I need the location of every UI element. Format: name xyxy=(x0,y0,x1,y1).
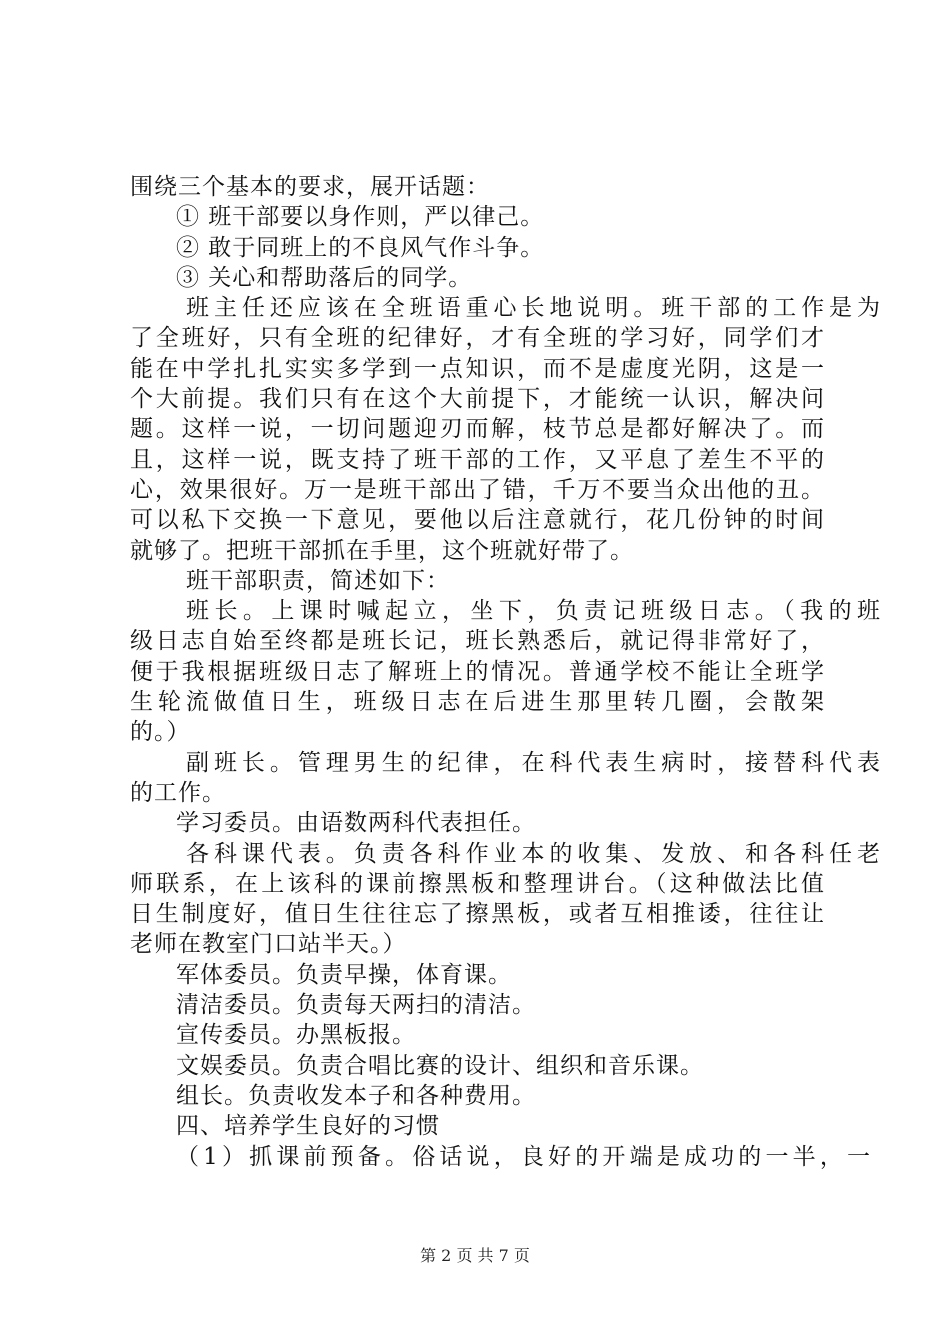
text-line: ① 班干部要以身作则，严以律己。 xyxy=(176,204,545,231)
text-line: ③ 关心和帮助落后的同学。 xyxy=(176,264,473,291)
text-line: 题。这样一说，一切问题迎刃而解，枝节总是都好解决了。而 xyxy=(130,416,825,443)
text-line: 就够了。把班干部抓在手里，这个班就好带了。 xyxy=(130,537,634,564)
text-line: 个大前提。我们只有在这个大前提下，才能统一认识，解决问 xyxy=(130,386,825,413)
text-line: 且，这样一说，既支持了班干部的工作，又平息了差生不平的 xyxy=(130,446,825,473)
text-line: 宣传委员。办黑板报。 xyxy=(176,1022,416,1049)
text-line: 日生制度好，值日生往往忘了擦黑板，或者互相推诿，往往让 xyxy=(130,901,825,928)
document-body xyxy=(130,172,881,1172)
text-line: 各科课代表。负责各科作业本的收集、发放、和各科任老 xyxy=(186,840,881,867)
text-line: 师联系，在上该科的课前擦黑板和整理讲台。（这种做法比值 xyxy=(130,870,825,897)
text-line: 班主任还应该在全班语重心长地说明。班干部的工作是为 xyxy=(186,295,881,322)
text-line: 可以私下交换一下意见，要他以后注意就行，花几份钟的时间 xyxy=(130,507,825,534)
text-line: （1）抓课前预备。俗话说，良好的开端是成功的一半，一 xyxy=(176,1143,871,1170)
text-line: 生轮流做值日生，班级日志在后进生那里转几圈，会散架 xyxy=(130,689,825,716)
text-line: 四、培养学生良好的习惯 xyxy=(176,1113,440,1140)
text-line: 老师在教室门口站半天。） xyxy=(130,931,407,958)
text-line: 能在中学扎扎实实多学到一点知识，而不是虚度光阴，这是一 xyxy=(130,355,825,382)
text-line: 军体委员。负责早操，体育课。 xyxy=(176,961,512,988)
text-line: 学习委员。由语数两科代表担任。 xyxy=(176,810,536,837)
text-line: 的工作。 xyxy=(130,779,226,806)
text-line: 了全班好，只有全班的纪律好，才有全班的学习好，同学们才 xyxy=(130,325,825,352)
text-line: 文娱委员。负责合唱比赛的设计、组织和音乐课。 xyxy=(176,1052,704,1079)
text-line: 围绕三个基本的要求，展开话题： xyxy=(130,174,490,200)
text-line: 清洁委员。负责每天两扫的清洁。 xyxy=(176,992,536,1019)
text-line: 便于我根据班级日志了解班上的情况。普通学校不能让全班学 xyxy=(130,658,825,685)
text-line: 组长。负责收发本子和各种费用。 xyxy=(176,1082,536,1109)
page-footer: 第 2 页 共 7 页 xyxy=(420,1246,530,1265)
text-line: 班干部职责，简述如下： xyxy=(186,567,450,594)
text-line: 心，效果很好。万一是班干部出了错，千万不要当众出他的丑。 xyxy=(130,476,825,503)
text-line: 级日志自始至终都是班长记，班长熟悉后，就记得非常好了， xyxy=(130,628,825,655)
text-line: 副班长。管理男生的纪律，在科代表生病时，接替科代表 xyxy=(186,749,881,776)
text-line: 班长。上课时喊起立，坐下，负责记班级日志。（我的班 xyxy=(186,598,881,625)
text-line: 的。） xyxy=(130,719,191,746)
text-line: ② 敢于同班上的不良风气作斗争。 xyxy=(176,234,545,261)
